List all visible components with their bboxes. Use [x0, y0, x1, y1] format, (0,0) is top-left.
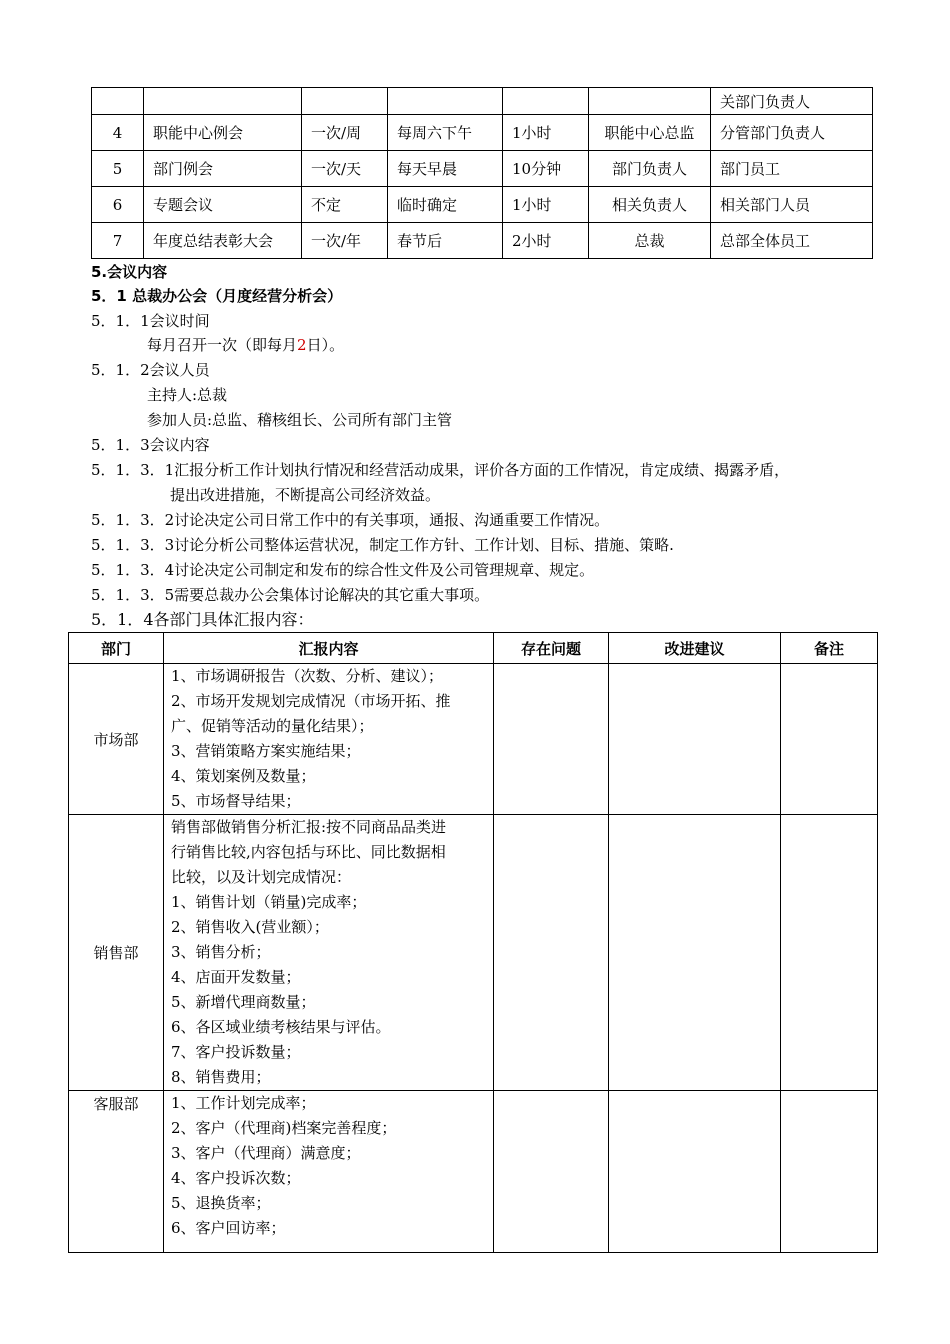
schedule-cell-name: 年度总结表彰大会	[144, 223, 302, 259]
schedule-cell-attendees: 相关部门人员	[711, 187, 873, 223]
schedule-cell-duration	[503, 88, 589, 115]
report-content-line: 5、市场督导结果；	[171, 792, 301, 810]
report-content-line: 5、退换货率；	[171, 1194, 271, 1212]
schedule-cell-time	[388, 88, 503, 115]
report-row	[69, 815, 878, 1091]
report-issues-cell	[494, 664, 609, 815]
schedule-cell-time: 每天早晨	[388, 151, 503, 187]
schedule-cell-name: 部门例会	[144, 151, 302, 187]
report-content-line: 广、促销等活动的量化结果）；	[171, 717, 374, 735]
report-content-line: 4、客户投诉次数；	[171, 1169, 301, 1187]
report-header-row	[69, 633, 878, 664]
schedule-cell-attendees: 关部门负责人	[711, 88, 873, 115]
schedule-cell-duration: 2小时	[503, 223, 589, 259]
schedule-cell-freq: 一次/周	[302, 115, 388, 151]
schedule-cell-no: 4	[92, 115, 144, 151]
schedule-cell-no	[92, 88, 144, 115]
schedule-cell-name	[144, 88, 302, 115]
report-remarks-cell	[781, 815, 878, 1091]
subsection-title: 5．1 总裁办公会（月度经营分析会）	[91, 287, 343, 305]
heading-5-1-2: 5．1．2会议人员	[91, 361, 210, 379]
report-content-line: 7、客户投诉数量；	[171, 1043, 301, 1061]
report-row	[69, 1091, 878, 1253]
report-suggestions-cell	[609, 1091, 781, 1253]
report-issues-cell	[494, 815, 609, 1091]
schedule-cell-name: 专题会议	[144, 187, 302, 223]
report-content-line: 3、客户（代理商）满意度；	[171, 1144, 361, 1162]
heading-5-1-1: 5．1．1会议时间	[91, 312, 210, 330]
schedule-cell-attendees: 分管部门负责人	[711, 115, 873, 151]
report-suggestions-cell	[609, 815, 781, 1091]
report-content-line: 4、店面开发数量；	[171, 968, 301, 986]
schedule-cell-no: 6	[92, 187, 144, 223]
schedule-cell-host: 相关负责人	[589, 187, 711, 223]
report-content-line: 6、各区域业绩考核结果与评估。	[171, 1018, 391, 1036]
report-content-line: 3、营销策略方案实施结果；	[171, 742, 361, 760]
meeting-time-text-a: 每月召开一次（即每月	[147, 336, 298, 354]
schedule-cell-name: 职能中心例会	[144, 115, 302, 151]
schedule-cell-host	[589, 88, 711, 115]
report-content-line: 比较，以及计划完成情况：	[171, 868, 352, 886]
report-dept-cell: 客服部	[69, 1091, 164, 1253]
header-remarks: 备注	[781, 633, 878, 664]
report-content-cell	[164, 815, 494, 1091]
item-5-1-3-5: 5．1．3．5需要总裁办公会集体讨论解决的其它重大事项。	[91, 586, 490, 604]
item-5-1-3-3: 5．1．3．3讨论分析公司整体运营状况，制定工作方针、工作计划、目标、措施、策略.	[91, 536, 674, 554]
header-dept: 部门	[69, 633, 164, 664]
item-5-1-3-1-cont: 提出改进措施，不断提高公司经济效益。	[170, 486, 441, 504]
report-content-cell	[164, 1091, 494, 1253]
schedule-cell-freq: 一次/天	[302, 151, 388, 187]
report-content-line: 4、策划案例及数量；	[171, 767, 316, 785]
report-content-line: 1、工作计划完成率；	[171, 1094, 316, 1112]
schedule-cell-no: 5	[92, 151, 144, 187]
item-5-1-3-4: 5．1．3．4讨论决定公司制定和发布的综合性文件及公司管理规章、规定。	[91, 561, 595, 579]
report-remarks-cell	[781, 1091, 878, 1253]
schedule-cell-freq: 一次/年	[302, 223, 388, 259]
header-issues: 存在问题	[494, 633, 609, 664]
report-content-line: 1、销售计划（销量)完成率；	[171, 893, 367, 911]
schedule-cell-duration: 1小时	[503, 115, 589, 151]
report-content-line: 5、新增代理商数量；	[171, 993, 316, 1011]
report-content-cell	[164, 664, 494, 815]
schedule-cell-time: 临时确定	[388, 187, 503, 223]
report-content-line: 行销售比较,内容包括与环比、同比数据相	[171, 843, 446, 861]
report-content-line: 8、销售费用；	[171, 1068, 271, 1086]
report-content-line: 销售部做销售分析汇报:按不同商品品类进	[171, 818, 447, 836]
report-suggestions-cell	[609, 664, 781, 815]
report-content-table	[68, 632, 878, 1253]
schedule-cell-attendees: 部门员工	[711, 151, 873, 187]
schedule-row	[92, 223, 873, 259]
meeting-time-text-b: 日）。	[306, 336, 345, 354]
meeting-schedule-table	[91, 87, 873, 259]
schedule-cell-duration: 1小时	[503, 187, 589, 223]
item-5-1-3-2: 5．1．3．2讨论决定公司日常工作中的有关事项，通报、沟通重要工作情况。	[91, 511, 610, 529]
report-dept-cell: 销售部	[69, 815, 164, 1091]
host-text: 主持人:总裁	[147, 386, 228, 404]
section-title: 5.会议内容	[91, 263, 168, 281]
header-content: 汇报内容	[164, 633, 494, 664]
report-content-line: 6、客户回访率；	[171, 1219, 286, 1237]
schedule-cell-time: 春节后	[388, 223, 503, 259]
schedule-cell-attendees: 总部全体员工	[711, 223, 873, 259]
schedule-cell-freq: 不定	[302, 187, 388, 223]
report-issues-cell	[494, 1091, 609, 1253]
report-content-line: 2、市场开发规划完成情况（市场开拓、推	[171, 692, 451, 710]
schedule-cell-time: 每周六下午	[388, 115, 503, 151]
report-content-line: 2、销售收入(营业额）；	[171, 918, 329, 936]
schedule-row	[92, 115, 873, 151]
report-row	[69, 664, 878, 815]
report-content-line: 3、销售分析；	[171, 943, 271, 961]
schedule-cell-host: 职能中心总监	[589, 115, 711, 151]
schedule-cell-duration: 10分钟	[503, 151, 589, 187]
report-dept-cell: 市场部	[69, 664, 164, 815]
schedule-cell-host: 部门负责人	[589, 151, 711, 187]
schedule-cell-host: 总裁	[589, 223, 711, 259]
schedule-row	[92, 187, 873, 223]
participants-text: 参加人员:总监、稽核组长、公司所有部门主管	[147, 411, 453, 429]
meeting-time-text	[147, 335, 344, 355]
schedule-cell-freq	[302, 88, 388, 115]
schedule-row	[92, 151, 873, 187]
schedule-cell-no: 7	[92, 223, 144, 259]
item-5-1-3-1: 5．1．3．1汇报分析工作计划执行情况和经营活动成果，评价各方面的工作情况，肯定成绩、揭露矛盾，	[91, 461, 790, 479]
meeting-day-number: 2	[297, 336, 307, 354]
header-suggestions: 改进建议	[609, 633, 781, 664]
report-remarks-cell	[781, 664, 878, 815]
heading-5-1-4: 5．1．4各部门具体汇报内容：	[91, 610, 314, 629]
report-content-line: 2、客户（代理商)档案完善程度；	[171, 1119, 397, 1137]
heading-5-1-3: 5．1．3会议内容	[91, 436, 210, 454]
report-content-line: 1、市场调研报告（次数、分析、建议）；	[171, 667, 444, 685]
schedule-row	[92, 88, 873, 115]
